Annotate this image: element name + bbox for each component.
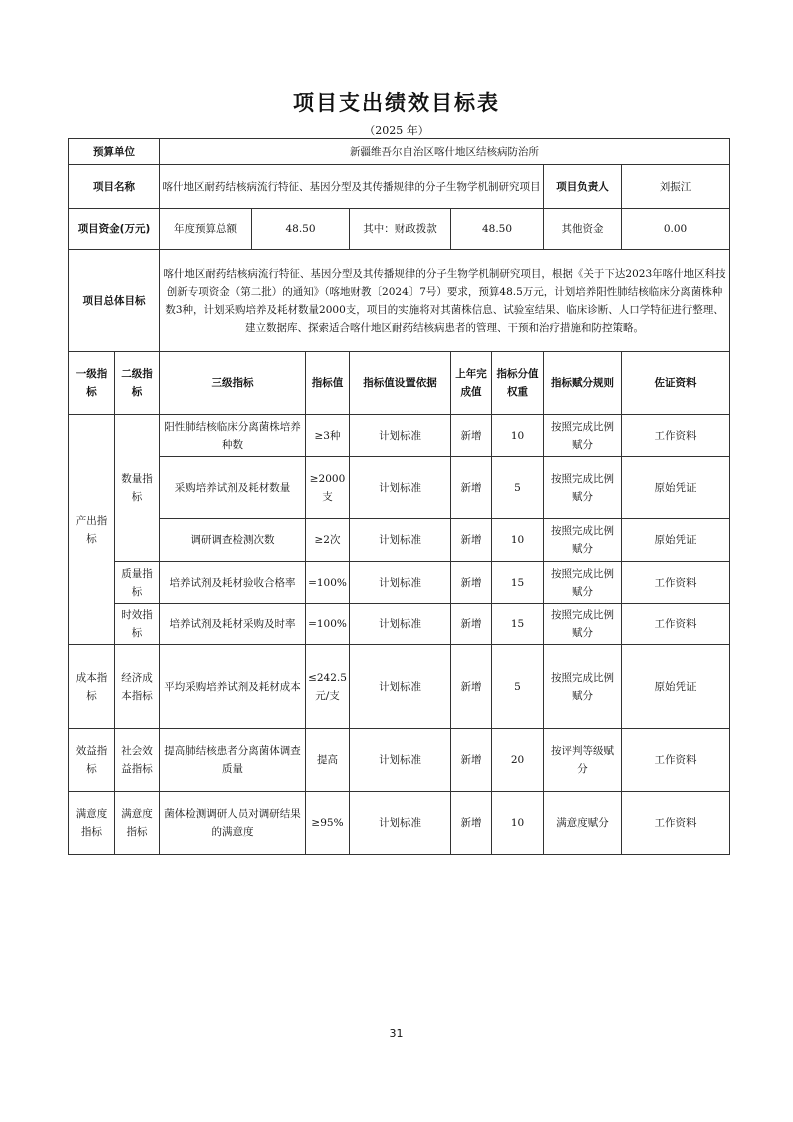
fiscal-label: 其中：财政拨款 (350, 209, 451, 250)
table-row (69, 457, 730, 519)
basis-cell: 计划标准 (350, 562, 451, 604)
rule-cell: 满意度赋分 (544, 792, 622, 855)
level1-benefit: 效益指标 (69, 729, 115, 792)
project-name-value: 喀什地区耐药结核病流行特征、基因分型及其传播规律的分子生物学机制研究项目 (160, 165, 544, 209)
weight-cell: 5 (492, 645, 544, 729)
value-cell: ≥3种 (306, 415, 350, 457)
header-basis: 指标值设置依据 (350, 352, 451, 415)
value-cell: ≥95% (306, 792, 350, 855)
last-year-cell: 新增 (451, 519, 492, 562)
page-title: 项目支出绩效目标表 (293, 91, 500, 115)
performance-table (68, 138, 730, 855)
evidence-cell: 工作资料 (622, 562, 730, 604)
rule-cell: 按照完成比例赋分 (544, 604, 622, 645)
weight-cell: 15 (492, 604, 544, 645)
goal-text: 喀什地区耐药结核病流行特征、基因分型及其传播规律的分子生物学机制研究项目，根据《关于下达2023年喀什地区科技创新专项资金（第二批）的通知》（喀地财教〔2024〕7号）要求，预算48.5万元，计划培养阳性肺结核临床分离菌株种数3种，计划采购培养及耗材数量2000支，项目的实施将对其菌株信息、试验室结果、临床诊断、人口学特征进行整理、建立数据库、探索适合喀什地区耐药结核病患者的管理、干预和治疗措施和防控策略。 (160, 250, 730, 352)
level2-quality: 质量指标 (115, 562, 160, 604)
header-last-year: 上年完成值 (451, 352, 492, 415)
year-label: （2025 年） (364, 124, 429, 137)
evidence-cell: 工作资料 (622, 415, 730, 457)
table-row (69, 562, 730, 604)
last-year-cell: 新增 (451, 457, 492, 519)
funds-row (69, 209, 730, 250)
evidence-cell: 原始凭证 (622, 519, 730, 562)
weight-cell: 20 (492, 729, 544, 792)
last-year-cell: 新增 (451, 645, 492, 729)
level2-economic-cost: 经济成本指标 (115, 645, 160, 729)
value-cell: 提高 (306, 729, 350, 792)
evidence-cell: 原始凭证 (622, 645, 730, 729)
level2-social-benefit: 社会效益指标 (115, 729, 160, 792)
basis-cell: 计划标准 (350, 604, 451, 645)
weight-cell: 15 (492, 562, 544, 604)
goal-label: 项目总体目标 (69, 250, 160, 352)
level3-cell: 菌体检测调研人员对调研结果的满意度 (160, 792, 306, 855)
level1-cost: 成本指标 (69, 645, 115, 729)
budget-unit-value: 新疆维吾尔自治区喀什地区结核病防治所 (160, 139, 730, 165)
value-cell: =100% (306, 604, 350, 645)
budget-unit-row (69, 139, 730, 165)
level3-cell: 阳性肺结核临床分离菌株培养种数 (160, 415, 306, 457)
rule-cell: 按照完成比例赋分 (544, 645, 622, 729)
level3-cell: 调研调查检测次数 (160, 519, 306, 562)
leader-label: 项目负责人 (544, 165, 622, 209)
other-funds-value: 0.00 (622, 209, 730, 250)
weight-cell: 10 (492, 415, 544, 457)
evidence-cell: 工作资料 (622, 604, 730, 645)
value-cell: ≥2000支 (306, 457, 350, 519)
table-row (69, 415, 730, 457)
value-cell: ≤242.5元/支 (306, 645, 350, 729)
last-year-cell: 新增 (451, 604, 492, 645)
level1-output: 产出指标 (69, 415, 115, 645)
annual-budget-value: 48.50 (252, 209, 350, 250)
table-row (69, 645, 730, 729)
header-evidence: 佐证资料 (622, 352, 730, 415)
table-row (69, 729, 730, 792)
rule-cell: 按照完成比例赋分 (544, 415, 622, 457)
rule-cell: 按照完成比例赋分 (544, 562, 622, 604)
basis-cell: 计划标准 (350, 645, 451, 729)
fiscal-value: 48.50 (451, 209, 544, 250)
weight-cell: 10 (492, 792, 544, 855)
header-rule: 指标赋分规则 (544, 352, 622, 415)
value-cell: ≥2次 (306, 519, 350, 562)
header-level2: 二级指标 (115, 352, 160, 415)
last-year-cell: 新增 (451, 729, 492, 792)
weight-cell: 5 (492, 457, 544, 519)
basis-cell: 计划标准 (350, 457, 451, 519)
level1-satisfaction: 满意度指标 (69, 792, 115, 855)
table-row (69, 792, 730, 855)
project-name-label: 项目名称 (69, 165, 160, 209)
last-year-cell: 新增 (451, 562, 492, 604)
last-year-cell: 新增 (451, 415, 492, 457)
value-cell: =100% (306, 562, 350, 604)
other-funds-label: 其他资金 (544, 209, 622, 250)
basis-cell: 计划标准 (350, 415, 451, 457)
level2-timeliness: 时效指标 (115, 604, 160, 645)
basis-cell: 计划标准 (350, 792, 451, 855)
annual-budget-label: 年度预算总额 (160, 209, 252, 250)
table-row (69, 519, 730, 562)
last-year-cell: 新增 (451, 792, 492, 855)
level3-cell: 平均采购培养试剂及耗材成本 (160, 645, 306, 729)
basis-cell: 计划标准 (350, 519, 451, 562)
evidence-cell: 工作资料 (622, 729, 730, 792)
rule-cell: 按照完成比例赋分 (544, 519, 622, 562)
basis-cell: 计划标准 (350, 729, 451, 792)
level2-quantity: 数量指标 (115, 415, 160, 562)
evidence-cell: 原始凭证 (622, 457, 730, 519)
funds-label: 项目资金(万元) (69, 209, 160, 250)
weight-cell: 10 (492, 519, 544, 562)
header-weight: 指标分值权重 (492, 352, 544, 415)
table-row (69, 604, 730, 645)
level3-cell: 培养试剂及耗材采购及时率 (160, 604, 306, 645)
evidence-cell: 工作资料 (622, 792, 730, 855)
level3-cell: 采购培养试剂及耗材数量 (160, 457, 306, 519)
level2-satisfaction: 满意度指标 (115, 792, 160, 855)
project-name-row (69, 165, 730, 209)
header-value: 指标值 (306, 352, 350, 415)
level3-cell: 培养试剂及耗材验收合格率 (160, 562, 306, 604)
budget-unit-label: 预算单位 (69, 139, 160, 165)
goal-row (69, 250, 730, 352)
rule-cell: 按照完成比例赋分 (544, 457, 622, 519)
leader-value: 刘振江 (622, 165, 730, 209)
page-number: 31 (389, 1027, 404, 1040)
header-level3: 三级指标 (160, 352, 306, 415)
rule-cell: 按评判等级赋分 (544, 729, 622, 792)
header-level1: 一级指标 (69, 352, 115, 415)
level3-cell: 提高肺结核患者分离菌体调查质量 (160, 729, 306, 792)
header-row (69, 352, 730, 415)
